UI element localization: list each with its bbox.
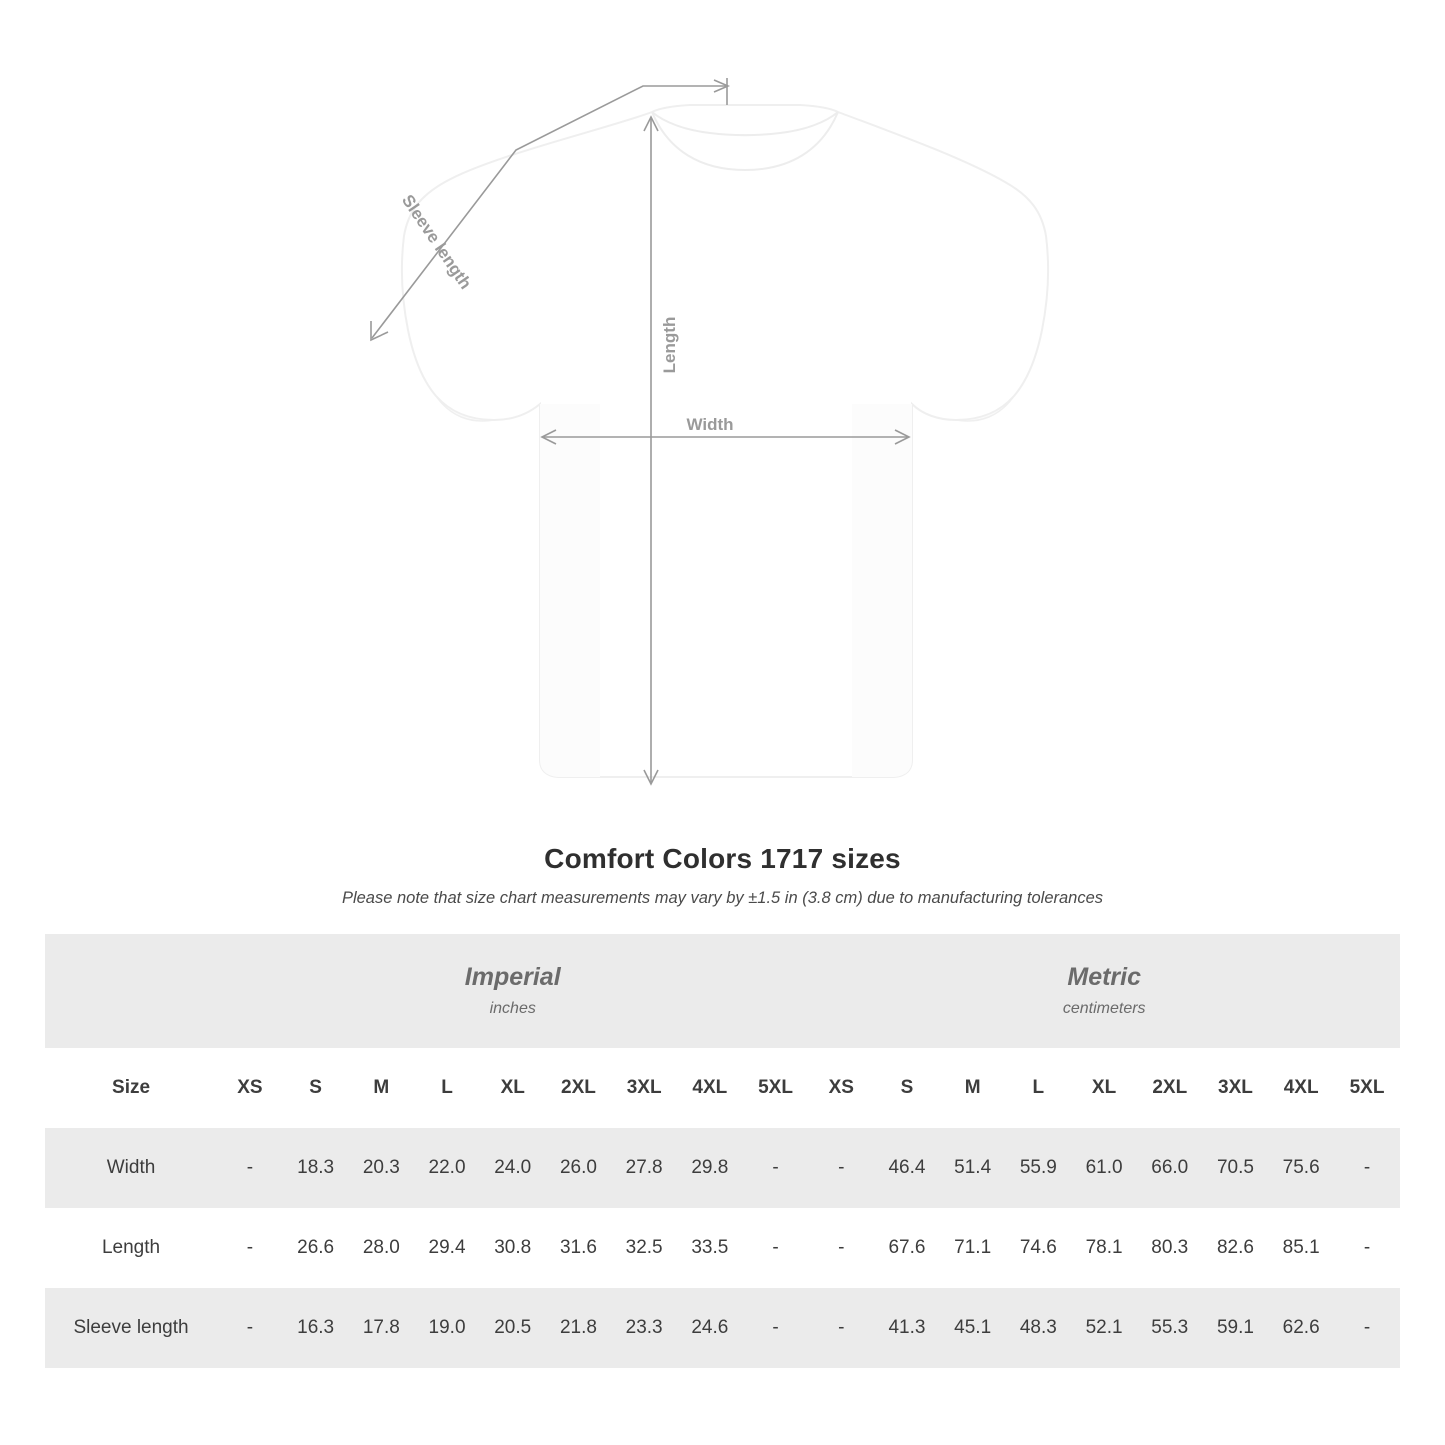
row-label-length: Length	[45, 1208, 217, 1288]
cell-width-imperial-2xl: 26.0	[546, 1128, 612, 1208]
cell-sleeve-metric-xl: 52.1	[1071, 1288, 1137, 1368]
cell-width-metric-5xl: -	[1334, 1128, 1400, 1208]
cell-width-imperial-3xl: 27.8	[611, 1128, 677, 1208]
cell-length-imperial-2xl: 31.6	[546, 1208, 612, 1288]
cell-width-metric-4xl: 75.6	[1268, 1128, 1334, 1208]
cell-length-metric-s: 67.6	[874, 1208, 940, 1288]
size-header-metric-xl: XL	[1071, 1048, 1137, 1128]
table-row	[45, 1208, 1400, 1288]
row-label-sleeve-length: Sleeve length	[45, 1288, 217, 1368]
cell-width-imperial-xs: -	[217, 1128, 283, 1208]
cell-length-imperial-m: 28.0	[348, 1208, 414, 1288]
cell-sleeve-imperial-s: 16.3	[283, 1288, 349, 1368]
cell-length-imperial-l: 29.4	[414, 1208, 480, 1288]
cell-width-metric-2xl: 66.0	[1137, 1128, 1203, 1208]
cell-length-imperial-3xl: 32.5	[611, 1208, 677, 1288]
tshirt-shape	[402, 105, 1048, 777]
imperial-subtitle: inches	[489, 999, 536, 1017]
size-header-metric-2xl: 2XL	[1137, 1048, 1203, 1128]
cell-width-imperial-5xl: -	[743, 1128, 809, 1208]
cell-length-imperial-xs: -	[217, 1208, 283, 1288]
size-header-metric-l: L	[1006, 1048, 1072, 1128]
size-header-imperial-2xl: 2XL	[546, 1048, 612, 1128]
cell-sleeve-imperial-m: 17.8	[348, 1288, 414, 1368]
size-table-wrap	[45, 934, 1400, 1368]
size-header-imperial-m: M	[348, 1048, 414, 1128]
size-header-metric-s: S	[874, 1048, 940, 1128]
cell-length-metric-4xl: 85.1	[1268, 1208, 1334, 1288]
cell-width-metric-xs: -	[808, 1128, 874, 1208]
cell-width-imperial-s: 18.3	[283, 1128, 349, 1208]
cell-length-imperial-5xl: -	[743, 1208, 809, 1288]
size-header-row	[45, 1048, 1400, 1128]
unit-header-row	[45, 934, 1400, 1048]
size-chart-table	[45, 934, 1400, 1368]
cell-length-imperial-xl: 30.8	[480, 1208, 546, 1288]
imperial-title: Imperial	[464, 963, 561, 992]
cell-sleeve-imperial-2xl: 21.8	[546, 1288, 612, 1368]
cell-width-imperial-xl: 24.0	[480, 1128, 546, 1208]
page-title: Comfort Colors 1717 sizes	[544, 843, 901, 874]
cell-width-metric-l: 55.9	[1006, 1128, 1072, 1208]
metric-subtitle: centimeters	[1062, 999, 1146, 1017]
table-row	[45, 1128, 1400, 1208]
size-row-label: Size	[45, 1048, 217, 1128]
size-header-imperial-4xl: 4XL	[677, 1048, 743, 1128]
cell-length-metric-3xl: 82.6	[1203, 1208, 1269, 1288]
tolerance-note: Please note that size chart measurements may vary by ±1.5 in (3.8 cm) due to manufacturing tolerances	[341, 889, 1104, 907]
cell-sleeve-metric-5xl: -	[1334, 1288, 1400, 1368]
cell-sleeve-metric-m: 45.1	[940, 1288, 1006, 1368]
table-row	[45, 1288, 1400, 1368]
size-header-imperial-xl: XL	[480, 1048, 546, 1128]
cell-sleeve-metric-2xl: 55.3	[1137, 1288, 1203, 1368]
cell-width-imperial-l: 22.0	[414, 1128, 480, 1208]
cell-sleeve-imperial-4xl: 24.6	[677, 1288, 743, 1368]
cell-sleeve-imperial-xs: -	[217, 1288, 283, 1368]
cell-width-imperial-4xl: 29.8	[677, 1128, 743, 1208]
size-header-imperial-xs: XS	[217, 1048, 283, 1128]
sleeve-length-label: Sleeve length	[397, 191, 476, 293]
imperial-unit-header	[217, 934, 808, 1048]
metric-title: Metric	[1067, 963, 1142, 992]
cell-length-metric-2xl: 80.3	[1137, 1208, 1203, 1288]
size-header-metric-3xl: 3XL	[1203, 1048, 1269, 1128]
size-header-imperial-3xl: 3XL	[611, 1048, 677, 1128]
cell-sleeve-metric-3xl: 59.1	[1203, 1288, 1269, 1368]
width-label: Width	[686, 415, 734, 434]
unit-header-spacer	[45, 934, 217, 1048]
cell-width-metric-m: 51.4	[940, 1128, 1006, 1208]
size-header-imperial-s: S	[283, 1048, 349, 1128]
cell-width-metric-xl: 61.0	[1071, 1128, 1137, 1208]
cell-sleeve-imperial-l: 19.0	[414, 1288, 480, 1368]
metric-unit-header	[808, 934, 1400, 1048]
size-header-metric-5xl: 5XL	[1334, 1048, 1400, 1128]
cell-sleeve-metric-xs: -	[808, 1288, 874, 1368]
cell-width-metric-3xl: 70.5	[1203, 1128, 1269, 1208]
cell-sleeve-metric-l: 48.3	[1006, 1288, 1072, 1368]
cell-length-metric-m: 71.1	[940, 1208, 1006, 1288]
cell-sleeve-imperial-3xl: 23.3	[611, 1288, 677, 1368]
cell-length-metric-5xl: -	[1334, 1208, 1400, 1288]
cell-sleeve-metric-s: 41.3	[874, 1288, 940, 1368]
cell-sleeve-imperial-5xl: -	[743, 1288, 809, 1368]
cell-length-imperial-4xl: 33.5	[677, 1208, 743, 1288]
size-header-imperial-5xl: 5XL	[743, 1048, 809, 1128]
cell-width-imperial-m: 20.3	[348, 1128, 414, 1208]
cell-width-metric-s: 46.4	[874, 1128, 940, 1208]
size-header-metric-4xl: 4XL	[1268, 1048, 1334, 1128]
length-label: Length	[660, 316, 679, 374]
cell-length-metric-xl: 78.1	[1071, 1208, 1137, 1288]
size-header-metric-xs: XS	[808, 1048, 874, 1128]
cell-sleeve-imperial-xl: 20.5	[480, 1288, 546, 1368]
cell-length-metric-xs: -	[808, 1208, 874, 1288]
cell-length-metric-l: 74.6	[1006, 1208, 1072, 1288]
row-label-width: Width	[45, 1128, 217, 1208]
cell-length-imperial-s: 26.6	[283, 1208, 349, 1288]
size-header-metric-m: M	[940, 1048, 1006, 1128]
cell-sleeve-metric-4xl: 62.6	[1268, 1288, 1334, 1368]
size-header-imperial-l: L	[414, 1048, 480, 1128]
